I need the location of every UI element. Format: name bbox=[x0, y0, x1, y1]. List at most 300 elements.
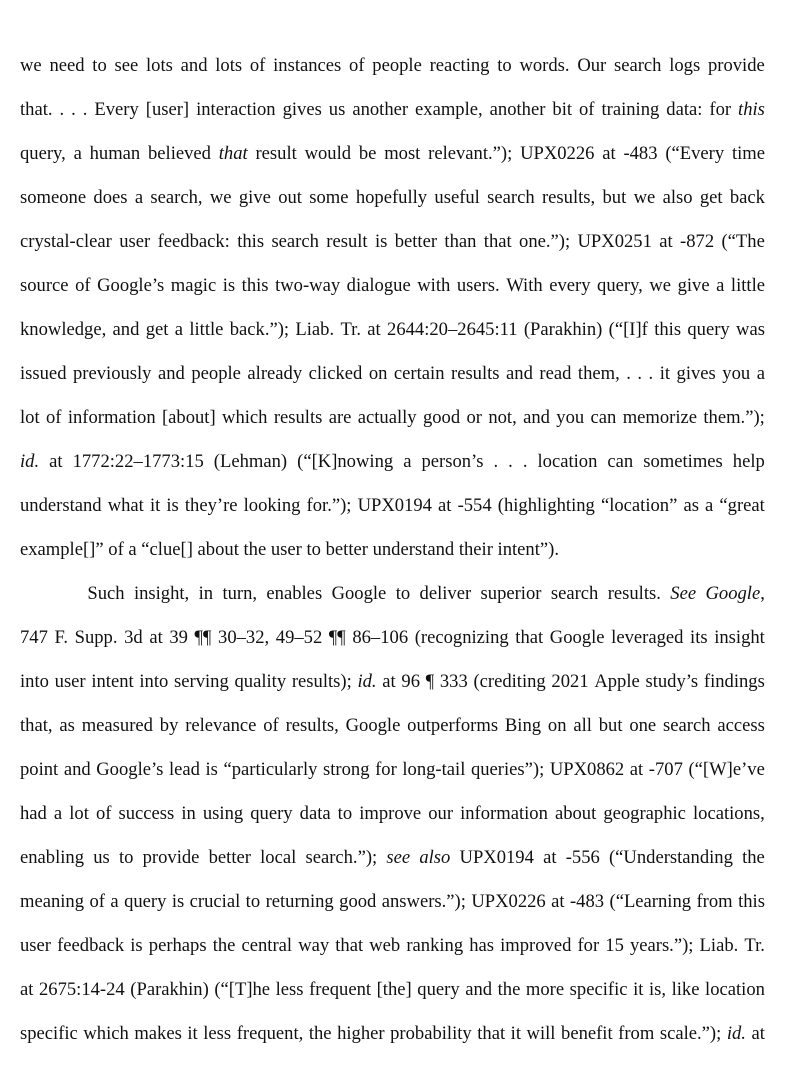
word: result bbox=[326, 231, 368, 252]
word: lead bbox=[168, 759, 200, 780]
word: previously bbox=[72, 363, 152, 384]
word: Supp. bbox=[74, 627, 118, 648]
word: Every bbox=[94, 99, 139, 120]
word: user bbox=[20, 935, 51, 956]
word: two-way bbox=[275, 275, 341, 296]
word: has bbox=[469, 935, 495, 956]
word: search bbox=[663, 715, 711, 736]
word: 2644:20–2645:11 bbox=[387, 319, 518, 340]
word: had bbox=[20, 803, 47, 824]
text-line bbox=[20, 176, 765, 220]
text-line bbox=[20, 792, 765, 836]
word: results, bbox=[285, 715, 339, 736]
text-line bbox=[20, 660, 765, 704]
word: its bbox=[690, 627, 708, 648]
text-line bbox=[20, 44, 765, 88]
word: that bbox=[335, 935, 364, 956]
word: it bbox=[633, 979, 644, 1000]
word: this bbox=[237, 231, 265, 252]
word: local bbox=[260, 847, 297, 868]
word: to bbox=[245, 891, 261, 912]
text-line bbox=[20, 572, 765, 616]
word: specific bbox=[569, 979, 628, 1000]
word: Liab. bbox=[699, 935, 739, 956]
word: improve bbox=[359, 803, 422, 824]
text-line bbox=[20, 484, 765, 528]
word: superior bbox=[480, 583, 542, 604]
text-line bbox=[20, 880, 765, 924]
word: need bbox=[49, 55, 85, 76]
word: into bbox=[139, 671, 169, 692]
word: (“[W]e’ve bbox=[688, 759, 765, 780]
word: understand bbox=[20, 495, 102, 516]
word: back bbox=[729, 187, 765, 208]
word: gives bbox=[676, 363, 716, 384]
word: success bbox=[118, 803, 175, 824]
word: at bbox=[382, 671, 396, 692]
word: not, bbox=[488, 407, 517, 428]
word: lots bbox=[146, 55, 173, 76]
text-line bbox=[20, 352, 765, 396]
word: of bbox=[349, 55, 365, 76]
word: people bbox=[372, 55, 422, 76]
word: the bbox=[497, 979, 521, 1000]
word: get bbox=[145, 319, 169, 340]
word: ¶ bbox=[425, 671, 435, 692]
word: . bbox=[648, 363, 654, 384]
word: a bbox=[174, 319, 184, 340]
word: insight, bbox=[133, 583, 190, 604]
italic-word: that bbox=[218, 143, 248, 164]
word: this bbox=[241, 275, 269, 296]
word: geographic bbox=[603, 803, 686, 824]
word: a bbox=[756, 363, 765, 384]
word: people bbox=[191, 363, 241, 384]
word: looking bbox=[243, 495, 301, 516]
word: point bbox=[20, 759, 59, 780]
word: that bbox=[477, 1023, 506, 1044]
word: (“The bbox=[721, 231, 765, 252]
paragraph bbox=[20, 44, 765, 572]
word: search.”); bbox=[305, 847, 378, 868]
word: magic bbox=[170, 275, 217, 296]
word: users. bbox=[456, 275, 500, 296]
word: us bbox=[328, 99, 346, 120]
word: and bbox=[63, 759, 91, 780]
word: this bbox=[738, 891, 765, 912]
word: the bbox=[742, 847, 765, 868]
word: search bbox=[613, 55, 662, 76]
word: of bbox=[579, 99, 595, 120]
word: 49–52 bbox=[275, 627, 323, 648]
word: using bbox=[202, 803, 244, 824]
word: less bbox=[275, 979, 304, 1000]
word: 86–106 bbox=[352, 627, 409, 648]
word: query bbox=[417, 979, 460, 1000]
word: for.”); bbox=[306, 495, 352, 516]
word: user bbox=[119, 231, 151, 252]
word: ¶¶ bbox=[194, 627, 212, 648]
word: and bbox=[523, 407, 550, 428]
text-line bbox=[20, 220, 765, 264]
word: location bbox=[705, 979, 765, 1000]
word: ranking bbox=[406, 935, 464, 956]
word: [user] bbox=[145, 99, 190, 120]
word: of bbox=[95, 803, 112, 824]
word: (“[K]nowing bbox=[297, 451, 394, 472]
word: it bbox=[659, 363, 671, 384]
word: at bbox=[20, 979, 34, 1000]
word: at bbox=[659, 231, 673, 252]
word: to bbox=[497, 55, 512, 76]
word: data bbox=[299, 803, 331, 824]
text-line bbox=[20, 704, 765, 748]
word: F. bbox=[54, 627, 68, 648]
word: UPX0194 bbox=[459, 847, 534, 868]
word: UPX0226 bbox=[520, 143, 595, 164]
word: data: bbox=[666, 99, 703, 120]
word: access bbox=[717, 715, 765, 736]
word: Tr. bbox=[340, 319, 361, 340]
word: -483 bbox=[623, 143, 658, 164]
word: logs bbox=[669, 55, 701, 76]
word: . bbox=[71, 99, 76, 120]
word: can bbox=[590, 407, 617, 428]
word: training bbox=[601, 99, 660, 120]
word: (“Learning bbox=[609, 891, 692, 912]
word: Our bbox=[577, 55, 607, 76]
text-line bbox=[20, 132, 765, 176]
word: example, bbox=[415, 99, 483, 120]
word: like bbox=[671, 979, 700, 1000]
word: insight bbox=[714, 627, 765, 648]
word: 30–32, bbox=[218, 627, 270, 648]
word: and bbox=[157, 363, 185, 384]
word: another bbox=[352, 99, 409, 120]
word: little bbox=[189, 319, 224, 340]
word: a bbox=[716, 275, 725, 296]
italic-word: id. bbox=[357, 671, 377, 692]
word: of bbox=[263, 715, 279, 736]
text-line bbox=[20, 88, 765, 132]
word: search, bbox=[150, 187, 203, 208]
word: most bbox=[384, 143, 421, 164]
word: benefit bbox=[561, 1023, 613, 1044]
word: location bbox=[537, 451, 598, 472]
word: at bbox=[551, 891, 565, 912]
word: but bbox=[598, 715, 623, 736]
word: read bbox=[539, 363, 572, 384]
word: in bbox=[181, 803, 196, 824]
word: person’s bbox=[421, 451, 484, 472]
word: better bbox=[394, 231, 438, 252]
word: . bbox=[493, 451, 499, 472]
word: answers.”); bbox=[381, 891, 466, 912]
word: results, bbox=[541, 187, 596, 208]
word: for bbox=[375, 759, 397, 780]
text-line bbox=[20, 748, 765, 792]
word: all bbox=[573, 715, 592, 736]
word: and bbox=[180, 55, 208, 76]
word: at bbox=[751, 1023, 765, 1044]
word: a bbox=[134, 187, 144, 208]
word: in bbox=[198, 583, 214, 604]
word: query bbox=[250, 803, 293, 824]
word: and bbox=[465, 979, 493, 1000]
word: that. bbox=[20, 99, 53, 120]
word: (“Every bbox=[665, 143, 725, 164]
word: way bbox=[298, 935, 330, 956]
word: relevance bbox=[185, 715, 257, 736]
word: a bbox=[705, 495, 714, 516]
word: than bbox=[444, 231, 477, 252]
word: UPX0226 bbox=[471, 891, 546, 912]
italic-word: See bbox=[670, 583, 697, 604]
word: of bbox=[45, 407, 62, 428]
word: more bbox=[525, 979, 565, 1000]
word: frequent, bbox=[236, 1023, 304, 1044]
word: UPX0251 bbox=[577, 231, 652, 252]
word: as bbox=[59, 715, 75, 736]
word: 747 bbox=[20, 627, 48, 648]
italic-word: id. bbox=[726, 1023, 746, 1044]
word: . bbox=[508, 451, 513, 472]
word: turn, bbox=[222, 583, 258, 604]
word: sometimes bbox=[643, 451, 723, 472]
word: that bbox=[515, 627, 544, 648]
word: provide bbox=[142, 847, 200, 868]
word: (Parakhin) bbox=[523, 319, 603, 340]
word: meaning bbox=[20, 891, 85, 912]
word: -554 bbox=[457, 495, 492, 516]
word: 2675:14-24 bbox=[38, 979, 125, 1000]
word: 96 bbox=[401, 671, 420, 692]
word: search bbox=[271, 231, 319, 252]
word: can bbox=[607, 451, 634, 472]
word: get bbox=[699, 187, 723, 208]
word: queries”); bbox=[470, 759, 545, 780]
word: (“[T]he bbox=[214, 979, 271, 1000]
word: instances bbox=[273, 55, 342, 76]
word: -556 bbox=[565, 847, 600, 868]
word: Liab. bbox=[295, 319, 335, 340]
word: was bbox=[736, 319, 765, 340]
italic-word: see bbox=[386, 847, 411, 868]
word: bit bbox=[552, 99, 573, 120]
word: locations, bbox=[693, 803, 765, 824]
text-line bbox=[20, 396, 765, 440]
word: results bbox=[273, 407, 323, 428]
word: deliver bbox=[419, 583, 472, 604]
word: be bbox=[358, 143, 377, 164]
word: we bbox=[20, 55, 42, 76]
word: that, bbox=[20, 715, 53, 736]
word: this bbox=[654, 319, 682, 340]
word: . bbox=[59, 99, 65, 120]
word: a bbox=[73, 143, 82, 164]
word: -707 bbox=[648, 759, 683, 780]
word: relevant.”); bbox=[428, 143, 513, 164]
word: at bbox=[367, 319, 381, 340]
word: Google’s bbox=[96, 759, 164, 780]
word: certain bbox=[393, 363, 445, 384]
word: query bbox=[124, 891, 167, 912]
word: 1772:22–1773:15 bbox=[72, 451, 204, 472]
text-line bbox=[20, 924, 765, 968]
word: at bbox=[438, 495, 452, 516]
word: Google’s bbox=[97, 275, 165, 296]
word: (Lehman) bbox=[213, 451, 288, 472]
word: (“[I]f bbox=[608, 319, 648, 340]
word: back.”); bbox=[229, 319, 290, 340]
word: user bbox=[54, 671, 86, 692]
word: is bbox=[374, 231, 388, 252]
word: is bbox=[166, 495, 179, 516]
word: to bbox=[395, 583, 411, 604]
word: makes bbox=[134, 1023, 182, 1044]
word: what bbox=[107, 495, 144, 516]
word: findings bbox=[703, 671, 765, 692]
word: us bbox=[93, 847, 110, 868]
word: lot bbox=[69, 803, 89, 824]
word: of bbox=[75, 275, 91, 296]
word: lot bbox=[20, 407, 40, 428]
word: -872 bbox=[680, 231, 715, 252]
word: the bbox=[212, 935, 236, 956]
word: With bbox=[506, 275, 543, 296]
word: would bbox=[304, 143, 352, 164]
word: which bbox=[222, 407, 268, 428]
word: to bbox=[337, 803, 353, 824]
text-line bbox=[20, 528, 765, 572]
word: which bbox=[83, 1023, 129, 1044]
word: from bbox=[618, 1023, 655, 1044]
word: . bbox=[82, 99, 88, 120]
word: higher bbox=[337, 1023, 385, 1044]
word: central bbox=[241, 935, 293, 956]
word: with bbox=[417, 275, 451, 296]
word: that bbox=[483, 231, 512, 252]
word: 15 bbox=[605, 935, 624, 956]
word: strong bbox=[323, 759, 370, 780]
word: we bbox=[633, 187, 656, 208]
word: of bbox=[89, 891, 105, 912]
word: query, bbox=[597, 275, 643, 296]
word: help bbox=[732, 451, 765, 472]
word: (recognizing bbox=[414, 627, 509, 648]
word: to bbox=[92, 55, 107, 76]
word: (highlighting bbox=[497, 495, 595, 516]
word: improved bbox=[500, 935, 572, 956]
text-line bbox=[20, 1012, 765, 1056]
word: scale.”); bbox=[659, 1023, 722, 1044]
word: them, bbox=[577, 363, 620, 384]
word: enables bbox=[266, 583, 323, 604]
word: also bbox=[662, 187, 693, 208]
word: . bbox=[637, 363, 643, 384]
word: “great bbox=[719, 495, 765, 516]
word: specific bbox=[20, 1023, 78, 1044]
word: (crediting bbox=[473, 671, 546, 692]
word: returning bbox=[265, 891, 334, 912]
word: Google bbox=[549, 627, 605, 648]
italic-word: also bbox=[419, 847, 451, 868]
word: at bbox=[602, 143, 616, 164]
word: at bbox=[629, 759, 644, 780]
word: they’re bbox=[184, 495, 238, 516]
word: query, bbox=[20, 143, 66, 164]
word: out bbox=[278, 187, 302, 208]
word: reacting bbox=[429, 55, 490, 76]
word: little bbox=[730, 275, 765, 296]
word: our bbox=[428, 803, 454, 824]
word: already bbox=[247, 363, 303, 384]
word: another bbox=[489, 99, 546, 120]
word: intent bbox=[91, 671, 134, 692]
word: interaction bbox=[196, 99, 276, 120]
word: gives bbox=[282, 99, 322, 120]
word: years.”); bbox=[629, 935, 694, 956]
word: into bbox=[20, 671, 49, 692]
word: Tr. bbox=[744, 935, 765, 956]
word: results bbox=[451, 363, 500, 384]
word: results. bbox=[607, 583, 661, 604]
word: information bbox=[460, 803, 548, 824]
word: “location” bbox=[600, 495, 678, 516]
word: see bbox=[114, 55, 139, 76]
word: it bbox=[187, 1023, 198, 1044]
word: quality bbox=[234, 671, 287, 692]
word: for bbox=[709, 99, 732, 120]
word: believed bbox=[148, 143, 211, 164]
word: UPX0194 bbox=[357, 495, 432, 516]
word: is bbox=[205, 759, 218, 780]
word: . bbox=[522, 451, 528, 472]
word: feedback: bbox=[157, 231, 230, 252]
word: you bbox=[556, 407, 585, 428]
word: memorize bbox=[622, 407, 698, 428]
word: query bbox=[687, 319, 730, 340]
word: are bbox=[328, 407, 352, 428]
word: some bbox=[309, 187, 349, 208]
word: UPX0862 bbox=[549, 759, 625, 780]
word: you bbox=[722, 363, 751, 384]
word: at bbox=[543, 847, 557, 868]
text-run: example[]” of a “clue[] about the user to better understand their intent”). bbox=[20, 539, 559, 560]
word: results); bbox=[291, 671, 352, 692]
word: them.”); bbox=[703, 407, 765, 428]
word: every bbox=[549, 275, 591, 296]
word: from bbox=[696, 891, 733, 912]
word: lots bbox=[215, 55, 243, 76]
word: serving bbox=[174, 671, 229, 692]
word: Google bbox=[331, 583, 387, 604]
word: but bbox=[602, 187, 627, 208]
word: on bbox=[547, 715, 567, 736]
word: Apple bbox=[594, 671, 640, 692]
italic-word: Google, bbox=[705, 583, 765, 604]
word: [the] bbox=[376, 979, 412, 1000]
word: words. bbox=[519, 55, 570, 76]
word: good bbox=[339, 891, 377, 912]
text-line bbox=[20, 968, 765, 1012]
word: enabling bbox=[20, 847, 85, 868]
word: less bbox=[203, 1023, 232, 1044]
text-line bbox=[20, 616, 765, 660]
word: and bbox=[506, 363, 533, 384]
word: long-tail bbox=[402, 759, 466, 780]
word: feedback bbox=[57, 935, 125, 956]
